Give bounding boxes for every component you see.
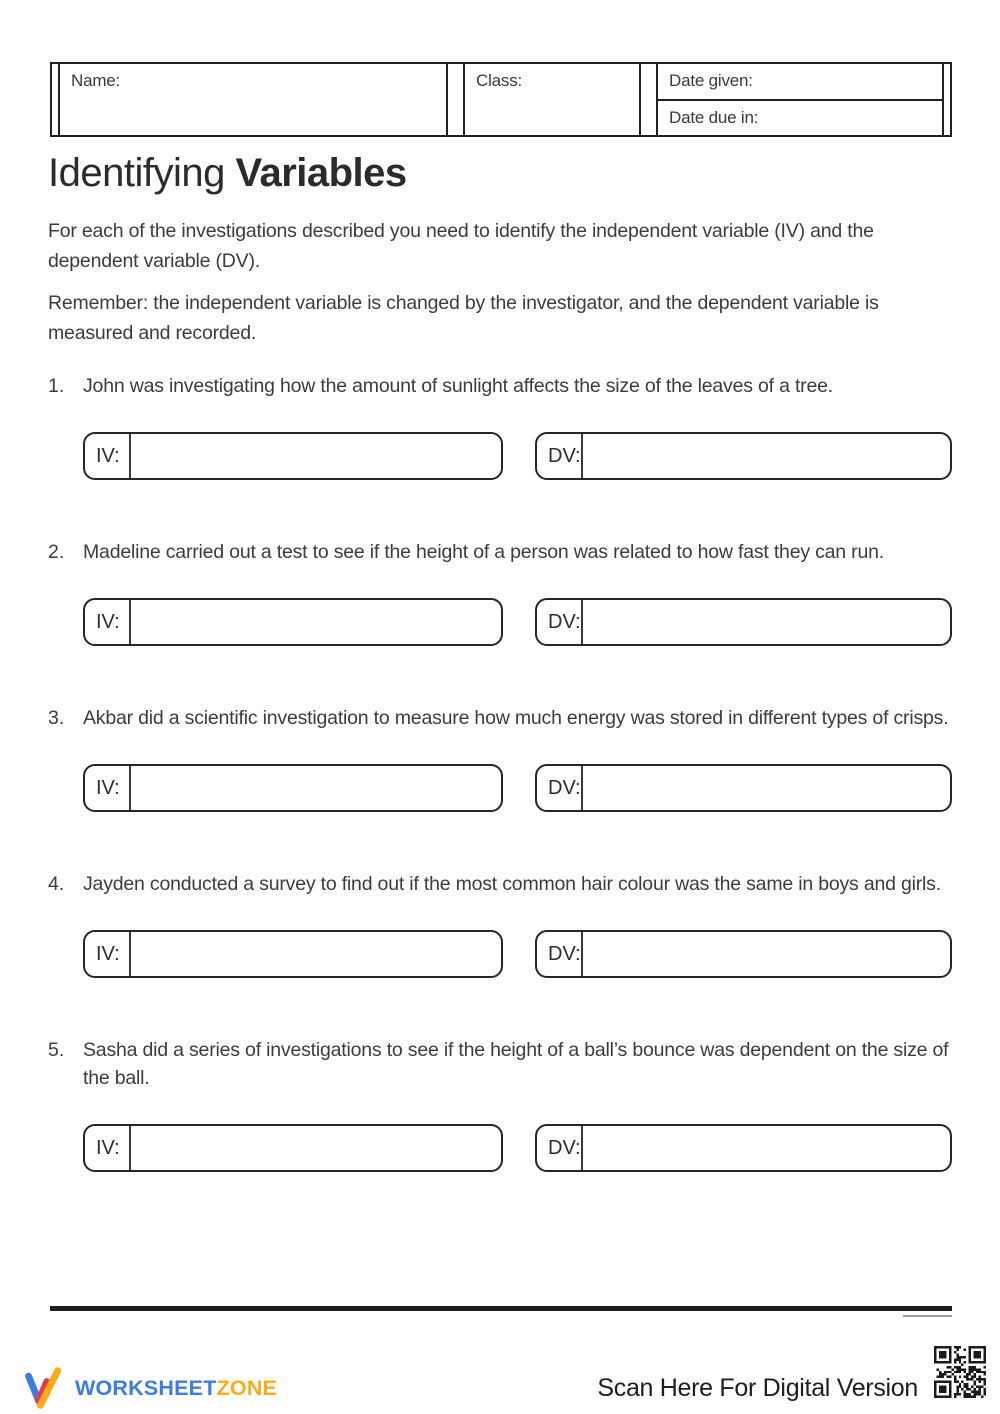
iv-input-area-4[interactable] [131,932,501,976]
question-text: John was investigating how the amount of sunlight affects the size of the leaves of a tree. [83,375,833,397]
dates-column [656,64,944,135]
iv-label: IV: [85,434,131,478]
iv-answer-box-4 [83,930,503,978]
iv-label: IV: [85,932,131,976]
dv-answer-box-1 [535,432,952,480]
date-given-field[interactable] [658,64,942,101]
brand-name-primary: WORKSHEET [75,1375,217,1400]
question-number: 3. [48,707,65,729]
dv-label: DV: [537,1126,583,1170]
question-number: 1. [48,375,65,397]
date-given-label: Date given: [669,71,753,91]
question-1 [48,372,952,480]
iv-input-area-2[interactable] [131,600,501,644]
class-label: Class: [476,71,523,90]
dv-label: DV: [537,434,583,478]
question-text: Madeline carried out a test to see if the height of a person was related to how fast they can run. [83,541,884,563]
dv-label: DV: [537,600,583,644]
iv-input-area-5[interactable] [131,1126,501,1170]
question-number: 2. [48,541,65,563]
dv-label: DV: [537,932,583,976]
question-text: Akbar did a scientific investigation to measure how much energy was stored in different types of crisps. [83,707,949,729]
intro-paragraph: For each of the investigations described you need to identify the independent variable (IV) and the dependent variable (DV). [48,220,874,272]
date-due-field[interactable] [658,101,942,136]
iv-answer-box-3 [83,764,503,812]
iv-input-area-1[interactable] [131,434,501,478]
iv-answer-box-1 [83,432,503,480]
iv-input-area-3[interactable] [131,766,501,810]
brand-w-icon [24,1365,66,1411]
footer-divider [50,1306,952,1311]
class-field[interactable] [463,64,641,135]
page-title [48,150,407,196]
dv-answer-box-4 [535,930,952,978]
iv-label: IV: [85,766,131,810]
question-text: Sasha did a series of investigations to see if the height of a ball’s bounce was dependent on the size of the ball. [83,1039,949,1089]
dv-input-area-3[interactable] [583,766,950,810]
date-due-label: Date due in: [669,107,759,127]
questions-list [48,372,952,1230]
page-title-bold: Variables [235,151,407,195]
question-text: Jayden conducted a survey to find out if the most common hair colour was the same in boys and girls. [83,873,941,895]
question-number: 5. [48,1039,65,1061]
brand-logo [24,1364,277,1412]
dv-answer-box-5 [535,1124,952,1172]
iv-answer-box-2 [83,598,503,646]
dv-answer-box-2 [535,598,952,646]
name-field[interactable] [58,64,448,135]
question-2 [48,538,952,646]
dv-input-area-5[interactable] [583,1126,950,1170]
dv-input-area-4[interactable] [583,932,950,976]
iv-label: IV: [85,1126,131,1170]
dv-answer-box-3 [535,764,952,812]
dv-input-area-1[interactable] [583,434,950,478]
page-title-regular: Identifying [48,151,236,195]
dv-input-area-2[interactable] [583,600,950,644]
footer-divider-accent [903,1315,952,1317]
iv-answer-box-5 [83,1124,503,1172]
question-4 [48,870,952,978]
question-number: 4. [48,873,65,895]
name-label: Name: [71,71,121,90]
brand-name-secondary: ZONE [216,1375,278,1400]
dv-label: DV: [537,766,583,810]
header-table [50,62,952,137]
qr-code-icon [929,1341,991,1403]
iv-label: IV: [85,600,131,644]
question-3 [48,704,952,812]
question-5 [48,1036,952,1172]
scan-here-text: Scan Here For Digital Version [597,1374,918,1402]
reminder-paragraph: Remember: the independent variable is changed by the investigator, and the dependent variable is measured and recorded. [48,292,879,344]
